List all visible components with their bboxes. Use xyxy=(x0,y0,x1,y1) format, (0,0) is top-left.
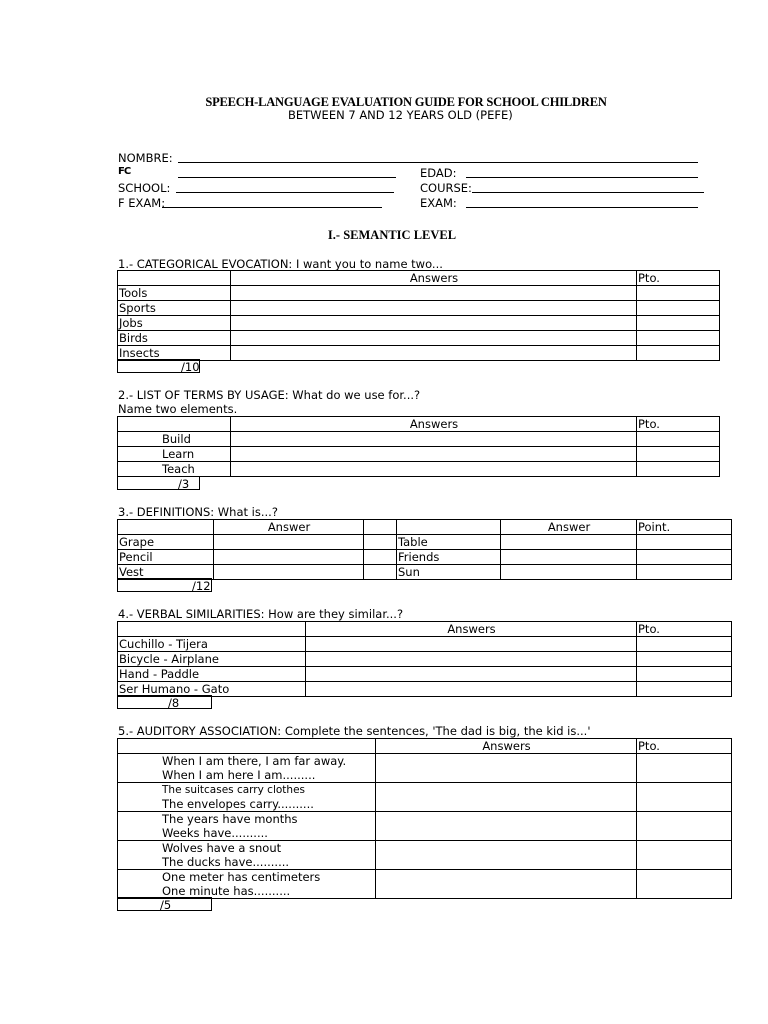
q1-row-label: Sports xyxy=(118,301,231,316)
q5-item xyxy=(118,754,376,783)
q1-score-cell[interactable] xyxy=(637,301,720,316)
q5-total-score[interactable] xyxy=(117,897,212,911)
document-title: SPEECH-LANGUAGE EVALUATION GUIDE FOR SCHOOL CHILDREN xyxy=(205,95,607,109)
q3-row-label-right: Sun xyxy=(397,565,501,580)
q1-row-label: Tools xyxy=(118,286,231,301)
q4-answer-cell[interactable] xyxy=(306,637,637,652)
q4-score-cell[interactable] xyxy=(637,652,732,667)
q3-row-label-left: Vest xyxy=(118,565,214,580)
q5-item xyxy=(118,783,376,812)
q3-header-spacer xyxy=(364,520,397,535)
q3-header-answer-right: Answer xyxy=(501,520,637,535)
q1-row-label: Jobs xyxy=(118,316,231,331)
fn-label: FC xyxy=(118,166,131,177)
q5-item-completion: The envelopes carry.......... xyxy=(162,797,314,811)
q2-row-label: Teach xyxy=(118,462,231,477)
q3-answer-left-cell[interactable] xyxy=(214,535,364,550)
q2-header-answers: Answers xyxy=(231,417,637,432)
q5-prompt: 5.- AUDITORY ASSOCIATION: Complete the sentences, 'The dad is big, the kid is...' xyxy=(118,724,591,738)
q1-row-label: Insects xyxy=(118,346,231,361)
q3-answer-left-cell[interactable] xyxy=(214,550,364,565)
q1-answer-cell[interactable] xyxy=(231,286,637,301)
q5-score-cell[interactable] xyxy=(637,841,732,870)
q3-total-score[interactable] xyxy=(117,578,212,592)
nombre-field[interactable] xyxy=(178,162,698,163)
q3-header-point: Point. xyxy=(637,520,732,535)
q5-item-premise: One meter has centimeters xyxy=(162,870,321,884)
q2-score-cell[interactable] xyxy=(637,462,720,477)
q4-row-label: Hand - Paddle xyxy=(118,667,306,682)
q5-answer-cell[interactable] xyxy=(376,870,637,899)
q4-row-label: Bicycle - Airplane xyxy=(118,652,306,667)
f-exam-label: F EXAM: xyxy=(118,196,166,210)
q5-item-premise: Wolves have a snout xyxy=(162,841,282,855)
q1-score-cell[interactable] xyxy=(637,331,720,346)
q2-row-label: Build xyxy=(118,432,231,447)
q1-header-answers: Answers xyxy=(231,271,637,286)
q3-answer-left-cell[interactable] xyxy=(214,565,364,580)
f-exam-field[interactable] xyxy=(162,207,382,208)
q4-score-cell[interactable] xyxy=(637,682,732,697)
q5-item-premise: The suitcases carry clothes xyxy=(162,784,305,796)
q2-header-blank xyxy=(118,417,231,432)
q1-score-cell[interactable] xyxy=(637,286,720,301)
q1-answer-cell[interactable] xyxy=(231,346,637,361)
q3-header-answer-left: Answer xyxy=(214,520,364,535)
q3-table xyxy=(117,519,732,580)
q5-item-completion: Weeks have.......... xyxy=(162,826,268,840)
nombre-label: NOMBRE: xyxy=(118,151,173,165)
q4-answer-cell[interactable] xyxy=(306,682,637,697)
edad-field[interactable] xyxy=(466,177,698,178)
q5-header-pto: Pto. xyxy=(637,739,732,754)
q1-table xyxy=(117,270,720,361)
q4-prompt: 4.- VERBAL SIMILARITIES: How are they similar...? xyxy=(118,607,404,621)
q1-score-cell[interactable] xyxy=(637,346,720,361)
q5-score-cell[interactable] xyxy=(637,870,732,899)
q5-item-completion: When I am here I am......... xyxy=(162,768,316,782)
q4-answer-cell[interactable] xyxy=(306,652,637,667)
q3-header-blank-2 xyxy=(397,520,501,535)
q1-answer-cell[interactable] xyxy=(231,301,637,316)
q2-header-pto: Pto. xyxy=(637,417,720,432)
q5-score-cell[interactable] xyxy=(637,783,732,812)
q2-answer-cell[interactable] xyxy=(231,447,637,462)
q4-table xyxy=(117,621,732,697)
q4-score-cell[interactable] xyxy=(637,637,732,652)
q5-total-label: /5 xyxy=(160,898,172,912)
q5-score-cell[interactable] xyxy=(637,754,732,783)
q2-score-cell[interactable] xyxy=(637,432,720,447)
q4-header-blank xyxy=(118,622,306,637)
q5-header-answers: Answers xyxy=(376,739,637,754)
q3-row-label-right: Friends xyxy=(397,550,501,565)
q5-item-premise: The years have months xyxy=(162,812,298,826)
q5-answer-cell[interactable] xyxy=(376,841,637,870)
q4-total-label: /8 xyxy=(168,696,180,710)
q3-answer-right-cell[interactable] xyxy=(501,565,637,580)
q1-header-pto: Pto. xyxy=(637,271,720,286)
q3-point-cell[interactable] xyxy=(637,565,732,580)
fn-field[interactable] xyxy=(178,177,396,178)
q3-total-label: /12 xyxy=(192,579,211,593)
q3-header-blank xyxy=(118,520,214,535)
q1-total-label: /10 xyxy=(181,360,200,374)
q2-row-label: Learn xyxy=(118,447,231,462)
q4-row-label: Cuchillo - Tijera xyxy=(118,637,306,652)
document-subtitle: BETWEEN 7 AND 12 YEARS OLD (PEFE) xyxy=(288,108,513,122)
q1-header-blank xyxy=(118,271,231,286)
q5-table xyxy=(117,738,732,899)
q5-item-premise: When I am there, I am far away. xyxy=(162,754,347,768)
q2-table xyxy=(117,416,720,477)
q1-score-cell[interactable] xyxy=(637,316,720,331)
edad-label: EDAD: xyxy=(420,166,457,180)
q3-spacer-cell xyxy=(364,535,397,550)
q2-answer-cell[interactable] xyxy=(231,432,637,447)
course-label: COURSE: xyxy=(420,181,472,195)
q5-answer-cell[interactable] xyxy=(376,783,637,812)
q1-row-label: Birds xyxy=(118,331,231,346)
q1-answer-cell[interactable] xyxy=(231,331,637,346)
q1-answer-cell[interactable] xyxy=(231,316,637,331)
q5-item-completion: One minute has.......... xyxy=(162,884,291,898)
q3-answer-right-cell[interactable] xyxy=(501,535,637,550)
school-label: SCHOOL: xyxy=(118,181,171,195)
q2-score-cell[interactable] xyxy=(637,447,720,462)
q2-total-score[interactable] xyxy=(117,476,200,490)
q5-item xyxy=(118,812,376,841)
exam-label: EXAM: xyxy=(420,196,457,210)
q1-total-score[interactable] xyxy=(117,359,200,373)
q4-header-answers: Answers xyxy=(306,622,637,637)
exam-field[interactable] xyxy=(466,207,698,208)
q3-spacer-cell xyxy=(364,550,397,565)
q3-point-cell[interactable] xyxy=(637,535,732,550)
q3-point-cell[interactable] xyxy=(637,550,732,565)
q5-item xyxy=(118,841,376,870)
q2-prompt: 2.- LIST OF TERMS BY USAGE: What do we use for...? xyxy=(118,388,421,402)
q4-answer-cell[interactable] xyxy=(306,667,637,682)
q3-spacer-cell xyxy=(364,565,397,580)
q2-total-label: /3 xyxy=(178,477,190,491)
q5-score-cell[interactable] xyxy=(637,812,732,841)
q3-row-label-left: Pencil xyxy=(118,550,214,565)
course-field[interactable] xyxy=(472,192,704,193)
q3-row-label-left: Grape xyxy=(118,535,214,550)
q2-answer-cell[interactable] xyxy=(231,462,637,477)
q2-prompt-2: Name two elements. xyxy=(118,402,238,416)
q3-row-label-right: Table xyxy=(397,535,501,550)
q4-score-cell[interactable] xyxy=(637,667,732,682)
q5-answer-cell[interactable] xyxy=(376,754,637,783)
q5-item-completion: The ducks have.......... xyxy=(162,855,290,869)
q5-header-blank xyxy=(118,739,376,754)
q1-prompt: 1.- CATEGORICAL EVOCATION: I want you to name two... xyxy=(118,257,443,271)
q3-answer-right-cell[interactable] xyxy=(501,550,637,565)
q4-total-score[interactable] xyxy=(117,695,212,709)
q5-answer-cell[interactable] xyxy=(376,812,637,841)
q3-prompt: 3.- DEFINITIONS: What is...? xyxy=(118,505,278,519)
q4-row-label: Ser Humano - Gato xyxy=(118,682,306,697)
q4-header-pto: Pto. xyxy=(637,622,732,637)
q5-item xyxy=(118,870,376,899)
school-field[interactable] xyxy=(176,192,394,193)
section-title: I.- SEMANTIC LEVEL xyxy=(327,228,457,242)
